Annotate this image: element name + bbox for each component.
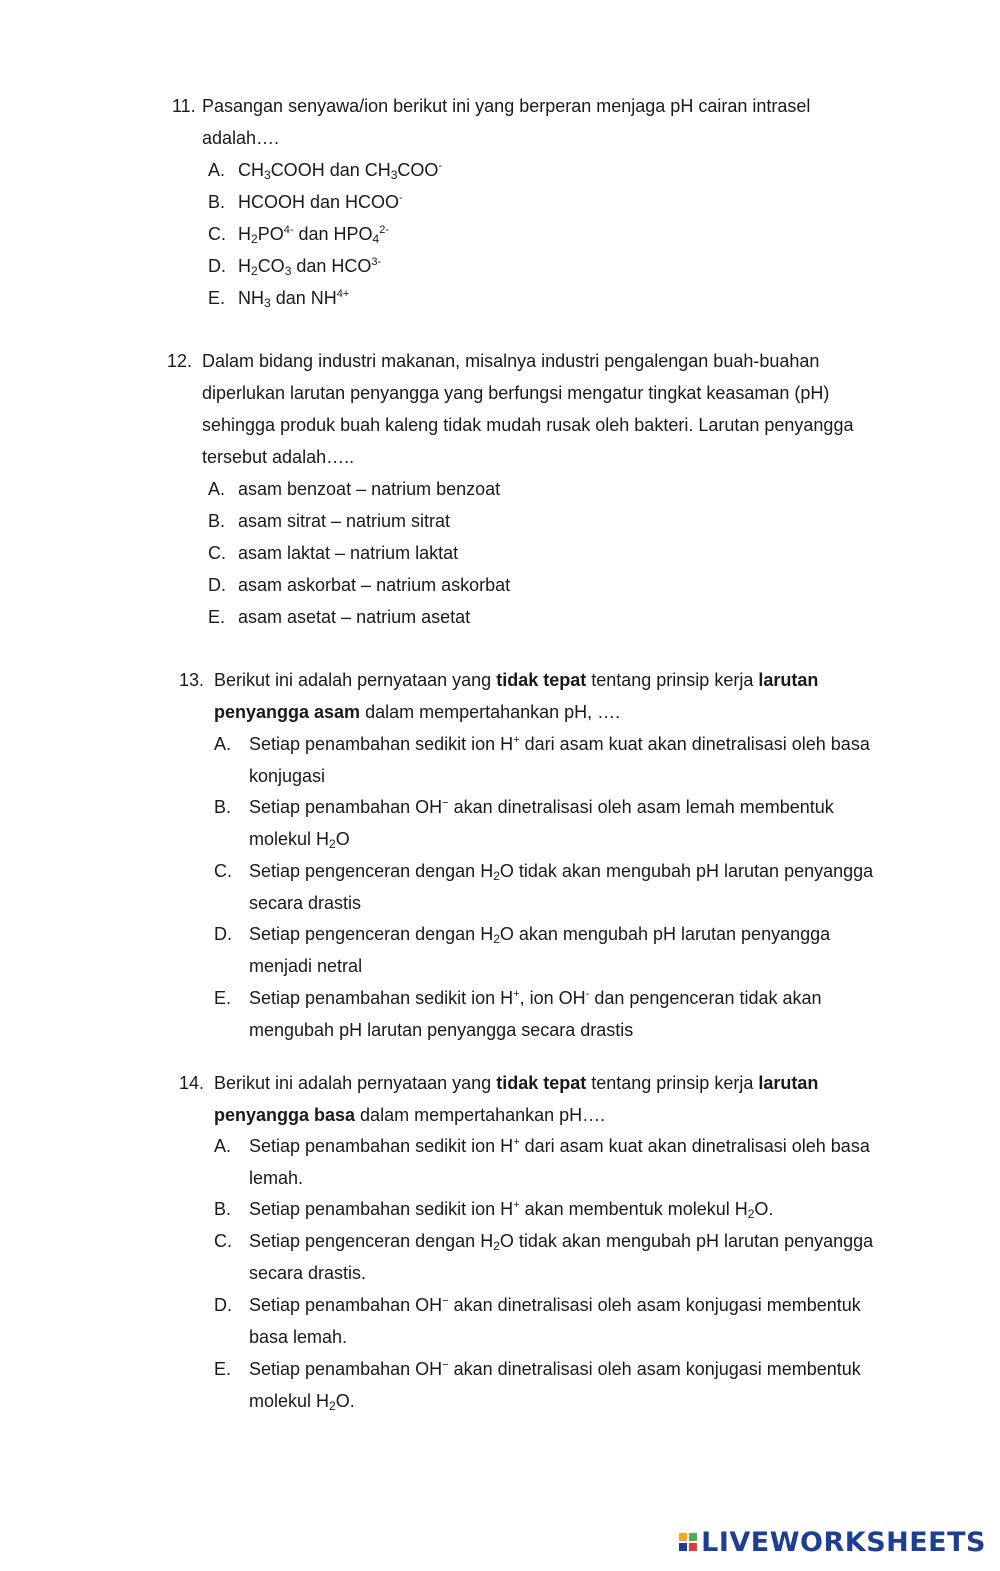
option-text: asam laktat – natrium laktat (238, 543, 459, 563)
question-text: penyangga basa dalam mempertahankan pH…. (214, 1105, 606, 1125)
option-letter: C. (208, 224, 226, 244)
option-letter: C. (214, 1231, 232, 1251)
question-text: adalah…. (202, 128, 280, 148)
option-letter: D. (208, 256, 226, 276)
option-text: Setiap pengenceran dengan $H_2O$ tidak akan mengubah pH larutan penyangga (249, 861, 874, 883)
option-letter: E. (214, 988, 232, 1008)
option-letter: A. (214, 734, 232, 754)
option-letter: E. (214, 1359, 232, 1379)
question-text: Berikut ini adalah pernyataan yang tidak tepat tentang prinsip kerja larutan (214, 670, 819, 690)
liveworksheets-logo-text: LIVEWORKSHEETS (701, 1526, 986, 1558)
question-text: Dalam bidang industri makanan, misalnya industri pengalengan buah-buahan (202, 351, 820, 371)
option-text-continued: secara drastis (249, 893, 362, 913)
liveworksheets-logo-icon (679, 1533, 697, 1551)
option-text: Setiap penambahan OH− akan dinetralisasi oleh asam konjugasi membentuk (249, 1295, 861, 1315)
option-text: Setiap pengenceran dengan $H_2O$ akan mengubah pH larutan penyangga (249, 924, 831, 946)
option-text-continued: konjugasi (249, 766, 326, 786)
option-letter: E. (208, 288, 226, 308)
option-letter: C. (208, 543, 226, 563)
option-letter: B. (214, 1199, 232, 1219)
option-text-continued: basa lemah. (249, 1327, 348, 1347)
option-letter: D. (214, 1295, 232, 1315)
question-number: 14. (179, 1073, 205, 1093)
question-text: sehingga produk buah kaleng tidak mudah rusak oleh bakteri. Larutan penyangga (202, 415, 854, 435)
question-number: 11. (172, 96, 196, 116)
option-text: Setiap penambahan sedikit ion H+ akan membentuk molekul $H_2O$. (249, 1199, 774, 1221)
option-text: asam sitrat – natrium sitrat (238, 511, 451, 531)
liveworksheets-logo (679, 1527, 986, 1557)
question-text: tersebut adalah….. (202, 447, 355, 467)
option-text: $H_2CO_3$ dan $HCO^{3-}$ (238, 256, 382, 278)
option-letter: D. (208, 575, 226, 595)
option-text-continued: mengubah pH larutan penyangga secara drastis (249, 1020, 634, 1040)
question-number: 12. (167, 351, 193, 371)
option-text-continued: menjadi netral (249, 956, 363, 976)
option-text: Setiap penambahan sedikit ion H+, ion OH- dan pengenceran tidak akan (249, 988, 822, 1008)
question-number: 13. (179, 670, 205, 690)
option-text: Setiap penambahan OH− akan dinetralisasi oleh asam konjugasi membentuk (249, 1359, 861, 1379)
option-text-continued: secara drastis. (249, 1263, 367, 1283)
option-text: Setiap penambahan OH− akan dinetralisasi oleh asam lemah membentuk (249, 797, 834, 817)
option-letter: C. (214, 861, 232, 881)
option-letter: A. (208, 160, 226, 180)
option-letter: E. (208, 607, 226, 627)
option-letter: B. (208, 511, 226, 531)
option-text: Setiap penambahan sedikit ion H+ dari asam kuat akan dinetralisasi oleh basa (249, 1136, 870, 1156)
option-text: HCOOH dan HCOO- (238, 192, 403, 212)
option-letter: A. (208, 479, 226, 499)
question-text: penyangga asam dalam mempertahankan pH, …. (214, 702, 621, 722)
option-text: asam askorbat – natrium askorbat (238, 575, 511, 595)
option-text: $CH_3COOH$ dan $CH_3COO^-$ (238, 160, 443, 182)
question-text: Berikut ini adalah pernyataan yang tidak tepat tentang prinsip kerja larutan (214, 1073, 819, 1093)
option-text: $H_2PO^{4-}$ dan $HPO_4^{2-}$ (238, 224, 389, 246)
option-text: asam benzoat – natrium benzoat (238, 479, 501, 499)
option-letter: D. (214, 924, 232, 944)
option-text-continued: lemah. (249, 1168, 304, 1188)
option-letter: B. (208, 192, 226, 212)
question-text: diperlukan larutan penyangga yang berfungsi mengatur tingkat keasaman (pH) (202, 383, 830, 403)
question-text: Pasangan senyawa/ion berikut ini yang berperan menjaga pH cairan intrasel (202, 96, 811, 116)
option-text-continued: molekul $H_2O$ (249, 829, 350, 851)
option-text-continued: molekul $H_2O$. (249, 1391, 355, 1413)
option-text: Setiap penambahan sedikit ion H+ dari asam kuat akan dinetralisasi oleh basa (249, 734, 870, 754)
option-text: asam asetat – natrium asetat (238, 607, 471, 627)
option-text: Setiap pengenceran dengan $H_2O$ tidak akan mengubah pH larutan penyangga (249, 1231, 874, 1253)
option-letter: A. (214, 1136, 232, 1156)
option-letter: B. (214, 797, 232, 817)
option-text: $NH_3$ dan $NH^{4+}$ (238, 288, 350, 310)
